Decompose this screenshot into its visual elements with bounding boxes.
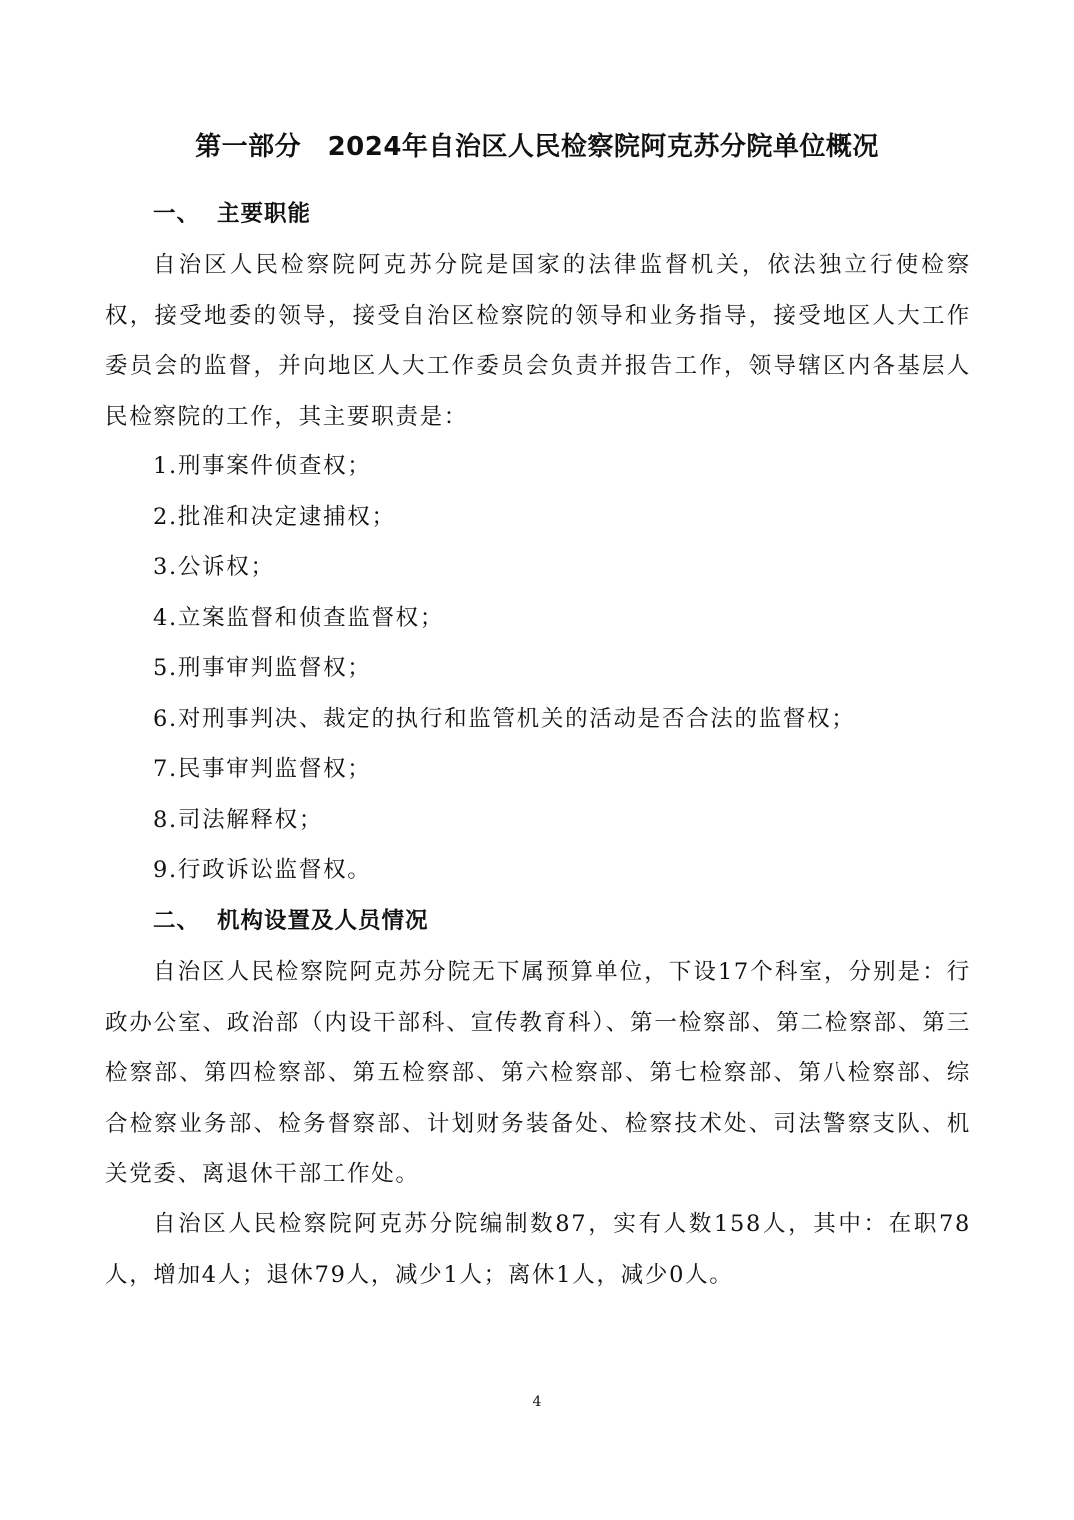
list-item: 7.民事审判监督权； [153,756,372,782]
list-item: 1.刑事案件侦查权； [153,453,372,479]
staffing-paragraph: 自治区人民检察院阿克苏分院编制数87，实有人数158人，其中：在职78人，增加4人；退休79人，减少1人；离休1人，减少0人。 [105,1211,971,1288]
section-heading-text: 机构设置及人员情况 [217,908,429,934]
list-item: 3.公诉权； [153,554,275,580]
section-heading-main-functions [153,194,311,234]
page-title: 第一部分 2024年自治区人民检察院阿克苏分院单位概况 [195,132,879,162]
list-item: 8.司法解释权； [153,807,324,833]
list-item: 9.行政诉讼监督权。 [153,857,372,883]
section-number: 一、 [153,201,201,227]
list-item: 4.立案监督和侦查监督权； [153,605,445,631]
section-heading-organization [153,901,429,941]
section-heading-text: 主要职能 [217,201,312,227]
page-number: 4 [532,1394,542,1410]
list-item: 5.刑事审判监督权； [153,655,372,681]
functions-intro-paragraph: 自治区人民检察院阿克苏分院是国家的法律监督机关，依法独立行使检察权，接受地委的领导，接受自治区检察院的领导和业务指导，接受地区人大工作委员会的监督，并向地区人大工作委员会负责并报告工作，领导辖区内各基层人民检察院的工作，其主要职责是： [105,252,971,430]
section-number: 二、 [153,908,201,934]
organization-paragraph: 自治区人民检察院阿克苏分院无下属预算单位，下设17个科室，分别是：行政办公室、政治部（内设干部科、宣传教育科）、第一检察部、第二检察部、第三检察部、第四检察部、第五检察部、第六检察部、第七检察部、第八检察部、综合检察业务部、检务督察部、计划财务装备处、检察技术处、司法警察支队、机关党委、离退休干部工作处。 [105,959,971,1187]
list-item: 6.对刑事判决、裁定的执行和监管机关的活动是否合法的监督权； [153,706,856,732]
list-item: 2.批准和决定逮捕权； [153,504,396,530]
